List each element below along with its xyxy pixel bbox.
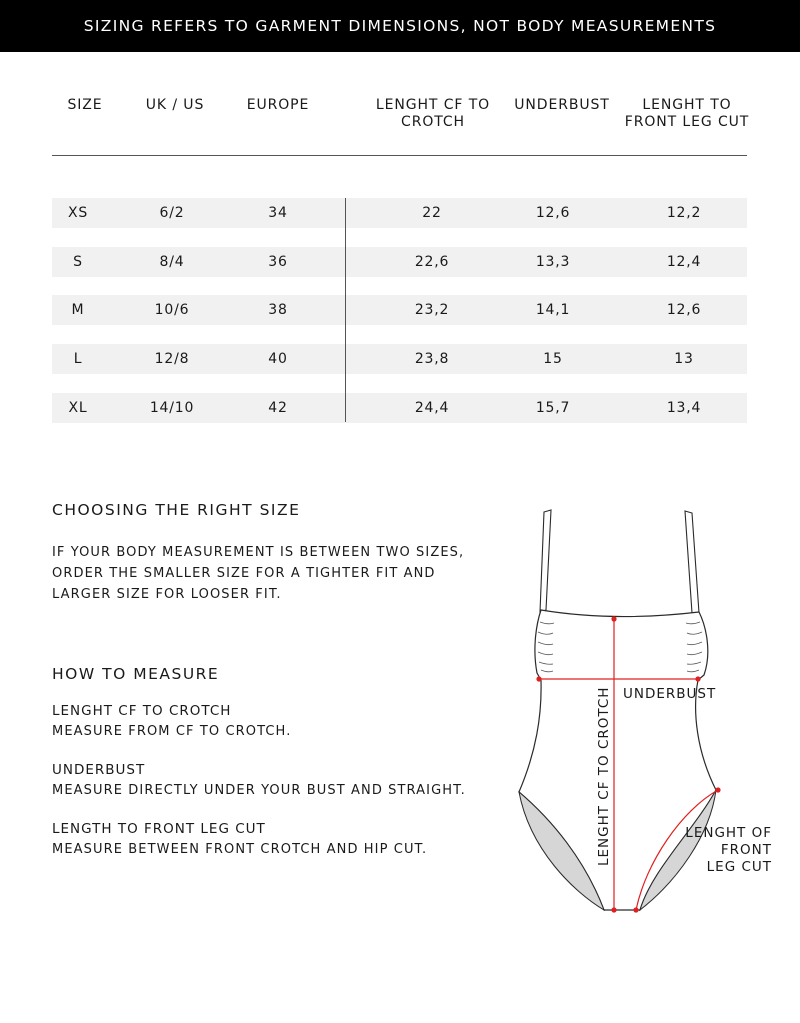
measure-leg-label: LENGTH TO FRONT LEG CUT — [52, 821, 266, 837]
column-divider — [345, 198, 346, 422]
diagram-leg-cut-label — [660, 825, 772, 876]
header-length-to-front-leg-cut — [624, 97, 750, 131]
cell-europe: 36 — [268, 254, 288, 270]
cell-europe: 40 — [268, 351, 288, 367]
cell-europe: 42 — [268, 400, 288, 416]
cell-uk-us: 6/2 — [159, 205, 185, 221]
cell-cf-to-crotch: 23,2 — [414, 302, 450, 318]
measure-cf-label: LENGHT CF TO CROTCH — [52, 703, 232, 719]
diagram-underbust-label: UNDERBUST — [623, 686, 717, 702]
cell-cf-to-crotch: 22 — [422, 205, 442, 221]
cell-leg-cut: 12,6 — [666, 302, 702, 318]
cell-underbust: 12,6 — [535, 205, 571, 221]
header-europe: EUROPE — [246, 97, 310, 113]
measure-underbust-desc: MEASURE DIRECTLY UNDER YOUR BUST AND STRAIGHT. — [52, 783, 466, 798]
table-row — [52, 198, 747, 228]
cell-leg-cut: 12,2 — [666, 205, 702, 221]
cell-uk-us: 10/6 — [154, 302, 190, 318]
cell-underbust: 15,7 — [535, 400, 571, 416]
cell-uk-us: 8/4 — [159, 254, 185, 270]
measure-underbust-label: UNDERBUST — [52, 762, 146, 778]
header-size: SIZE — [67, 97, 103, 113]
diagram-leg-line3: LEG CUT — [706, 859, 772, 875]
cell-underbust: 14,1 — [535, 302, 571, 318]
cell-size: XS — [67, 205, 89, 221]
table-row — [52, 393, 747, 423]
measure-cf-desc: MEASURE FROM CF TO CROTCH. — [52, 724, 292, 739]
choosing-line: IF YOUR BODY MEASUREMENT IS BETWEEN TWO SIZES, — [52, 545, 465, 560]
cell-uk-us: 12/8 — [154, 351, 190, 367]
choosing-line: ORDER THE SMALLER SIZE FOR A TIGHTER FIT AND — [52, 566, 436, 581]
table-row — [52, 295, 747, 325]
diagram-cf-label: LENGHT CF TO CROTCH — [596, 686, 612, 866]
header-cf-line2: CROTCH — [401, 114, 465, 130]
header-leg-line1: LENGHT TO — [642, 97, 732, 113]
choosing-size-title: CHOOSING THE RIGHT SIZE — [52, 501, 301, 519]
header-divider — [52, 155, 747, 156]
cell-size: XL — [68, 400, 88, 416]
cell-leg-cut: 12,4 — [666, 254, 702, 270]
header-underbust: UNDERBUST — [514, 97, 610, 113]
cell-europe: 38 — [268, 302, 288, 318]
cell-size: M — [71, 302, 85, 318]
choosing-size-text — [52, 542, 464, 605]
cell-leg-cut: 13,4 — [666, 400, 702, 416]
header-leg-line2: FRONT LEG CUT — [624, 114, 750, 130]
cell-europe: 34 — [268, 205, 288, 221]
header-uk-us: UK / US — [145, 97, 205, 113]
table-row — [52, 344, 747, 374]
cell-underbust: 15 — [543, 351, 563, 367]
header-length-cf-to-crotch — [364, 97, 502, 131]
cell-underbust: 13,3 — [535, 254, 571, 270]
sizing-banner: SIZING REFERS TO GARMENT DIMENSIONS, NOT BODY MEASUREMENTS — [0, 0, 800, 52]
cell-cf-to-crotch: 23,8 — [414, 351, 450, 367]
header-cf-line1: LENGHT CF TO — [375, 97, 491, 113]
cell-size: S — [73, 254, 83, 270]
choosing-line: LARGER SIZE FOR LOOSER FIT. — [52, 587, 282, 602]
cell-leg-cut: 13 — [674, 351, 694, 367]
cell-cf-to-crotch: 22,6 — [414, 254, 450, 270]
cell-uk-us: 14/10 — [149, 400, 195, 416]
diagram-leg-line1: LENGHT OF — [685, 825, 772, 841]
cell-size: L — [73, 351, 83, 367]
how-to-measure-title: HOW TO MEASURE — [52, 665, 220, 683]
measure-leg-desc: MEASURE BETWEEN FRONT CROTCH AND HIP CUT. — [52, 842, 428, 857]
cell-cf-to-crotch: 24,4 — [414, 400, 450, 416]
diagram-leg-line2: FRONT — [720, 842, 772, 858]
straps — [540, 510, 699, 613]
table-row — [52, 247, 747, 277]
